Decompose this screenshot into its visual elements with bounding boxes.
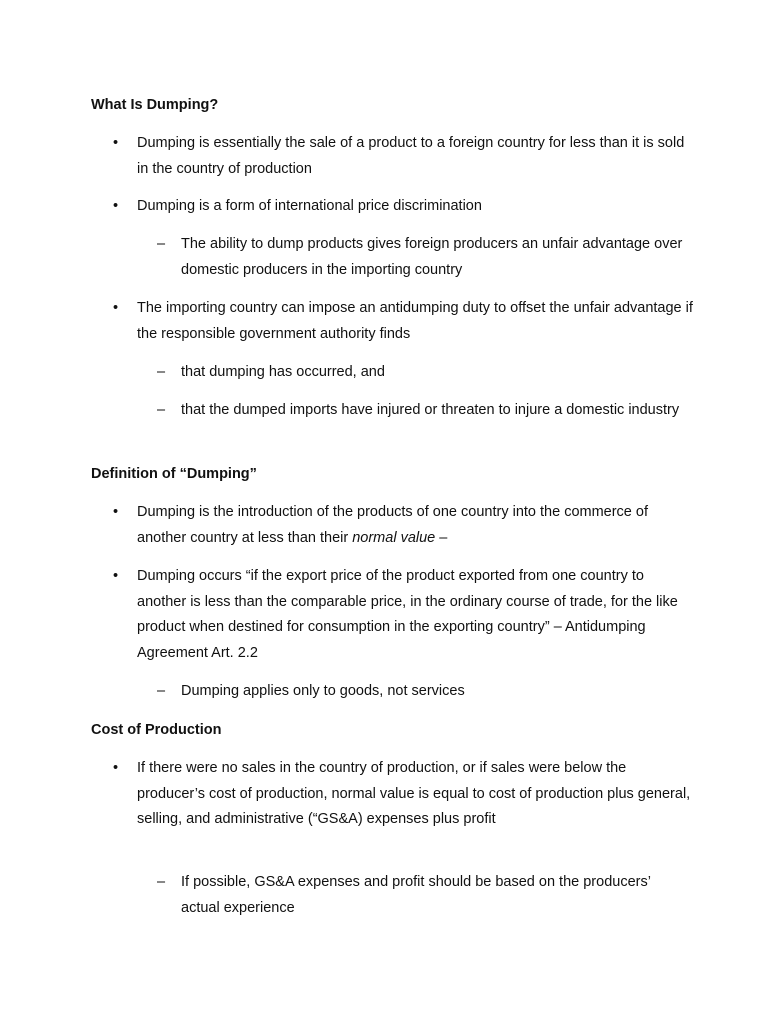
dash-marker: – xyxy=(157,402,166,418)
dash-marker: – xyxy=(157,874,166,890)
bullet-text: Dumping is essentially the sale of a product to a foreign country for less than it is sold in the country of production xyxy=(137,135,685,177)
bullet-item xyxy=(113,564,697,666)
bullet-text: Dumping occurs “if the export price of the product exported from one country to another is less than the comparable price, in the ordinary course of trade, for the like product when destined for consumption in the exporting country” – Antidumping Agreement Art. 2.2 xyxy=(137,568,678,661)
bullet-item xyxy=(113,194,697,220)
bullet-marker: • xyxy=(113,300,119,316)
bullet-text: Dumping is a form of international price discrimination xyxy=(137,198,482,214)
bullet-text: The importing country can impose an antidumping duty to offset the unfair advantage if the responsible government authority finds xyxy=(137,300,693,342)
bullet-text: If there were no sales in the country of production, or if sales were below the producer’s cost of production, normal value is equal to cost of production plus general, selling, and administrative (“GS&A) expenses plus profit xyxy=(137,760,691,827)
sub-bullet-item xyxy=(157,232,691,283)
dash-marker: – xyxy=(157,236,166,252)
sub-bullet-item xyxy=(157,360,691,386)
heading-definition-of-dumping: Definition of “Dumping” xyxy=(91,466,257,482)
bullet-marker: • xyxy=(113,198,119,214)
sub-bullet-item xyxy=(157,398,691,424)
bullet-item xyxy=(113,296,697,347)
bullet-text: Dumping is the introduction of the products of one country into the commerce of another country at less than their xyxy=(137,504,648,546)
heading-cost-of-production: Cost of Production xyxy=(91,722,222,738)
sub-bullet-text: that the dumped imports have injured or threaten to injure a domestic industry xyxy=(181,402,680,418)
trailing-dash: – xyxy=(439,529,448,546)
bullet-item xyxy=(113,131,697,182)
sub-bullet-item xyxy=(157,870,691,921)
dash-marker: – xyxy=(157,364,166,380)
sub-bullet-text: If possible, GS&A expenses and profit should be based on the producers’ actual experience xyxy=(181,874,651,916)
sub-bullet-text: The ability to dump products gives foreign producers an unfair advantage over domestic producers in the importing country xyxy=(181,236,683,278)
bullet-item xyxy=(113,500,697,551)
sub-bullet-item xyxy=(157,679,691,705)
normal-value-emphasis: normal value xyxy=(352,529,436,546)
sub-bullet-text: Dumping applies only to goods, not services xyxy=(181,683,465,699)
bullet-marker: • xyxy=(113,568,119,584)
bullet-marker: • xyxy=(113,135,119,151)
bullet-marker: • xyxy=(113,760,119,776)
sub-bullet-text: that dumping has occurred, and xyxy=(181,364,385,380)
dash-marker: – xyxy=(157,683,166,699)
heading-what-is-dumping: What Is Dumping? xyxy=(91,97,219,113)
bullet-marker: • xyxy=(113,504,119,520)
bullet-item xyxy=(113,756,697,833)
